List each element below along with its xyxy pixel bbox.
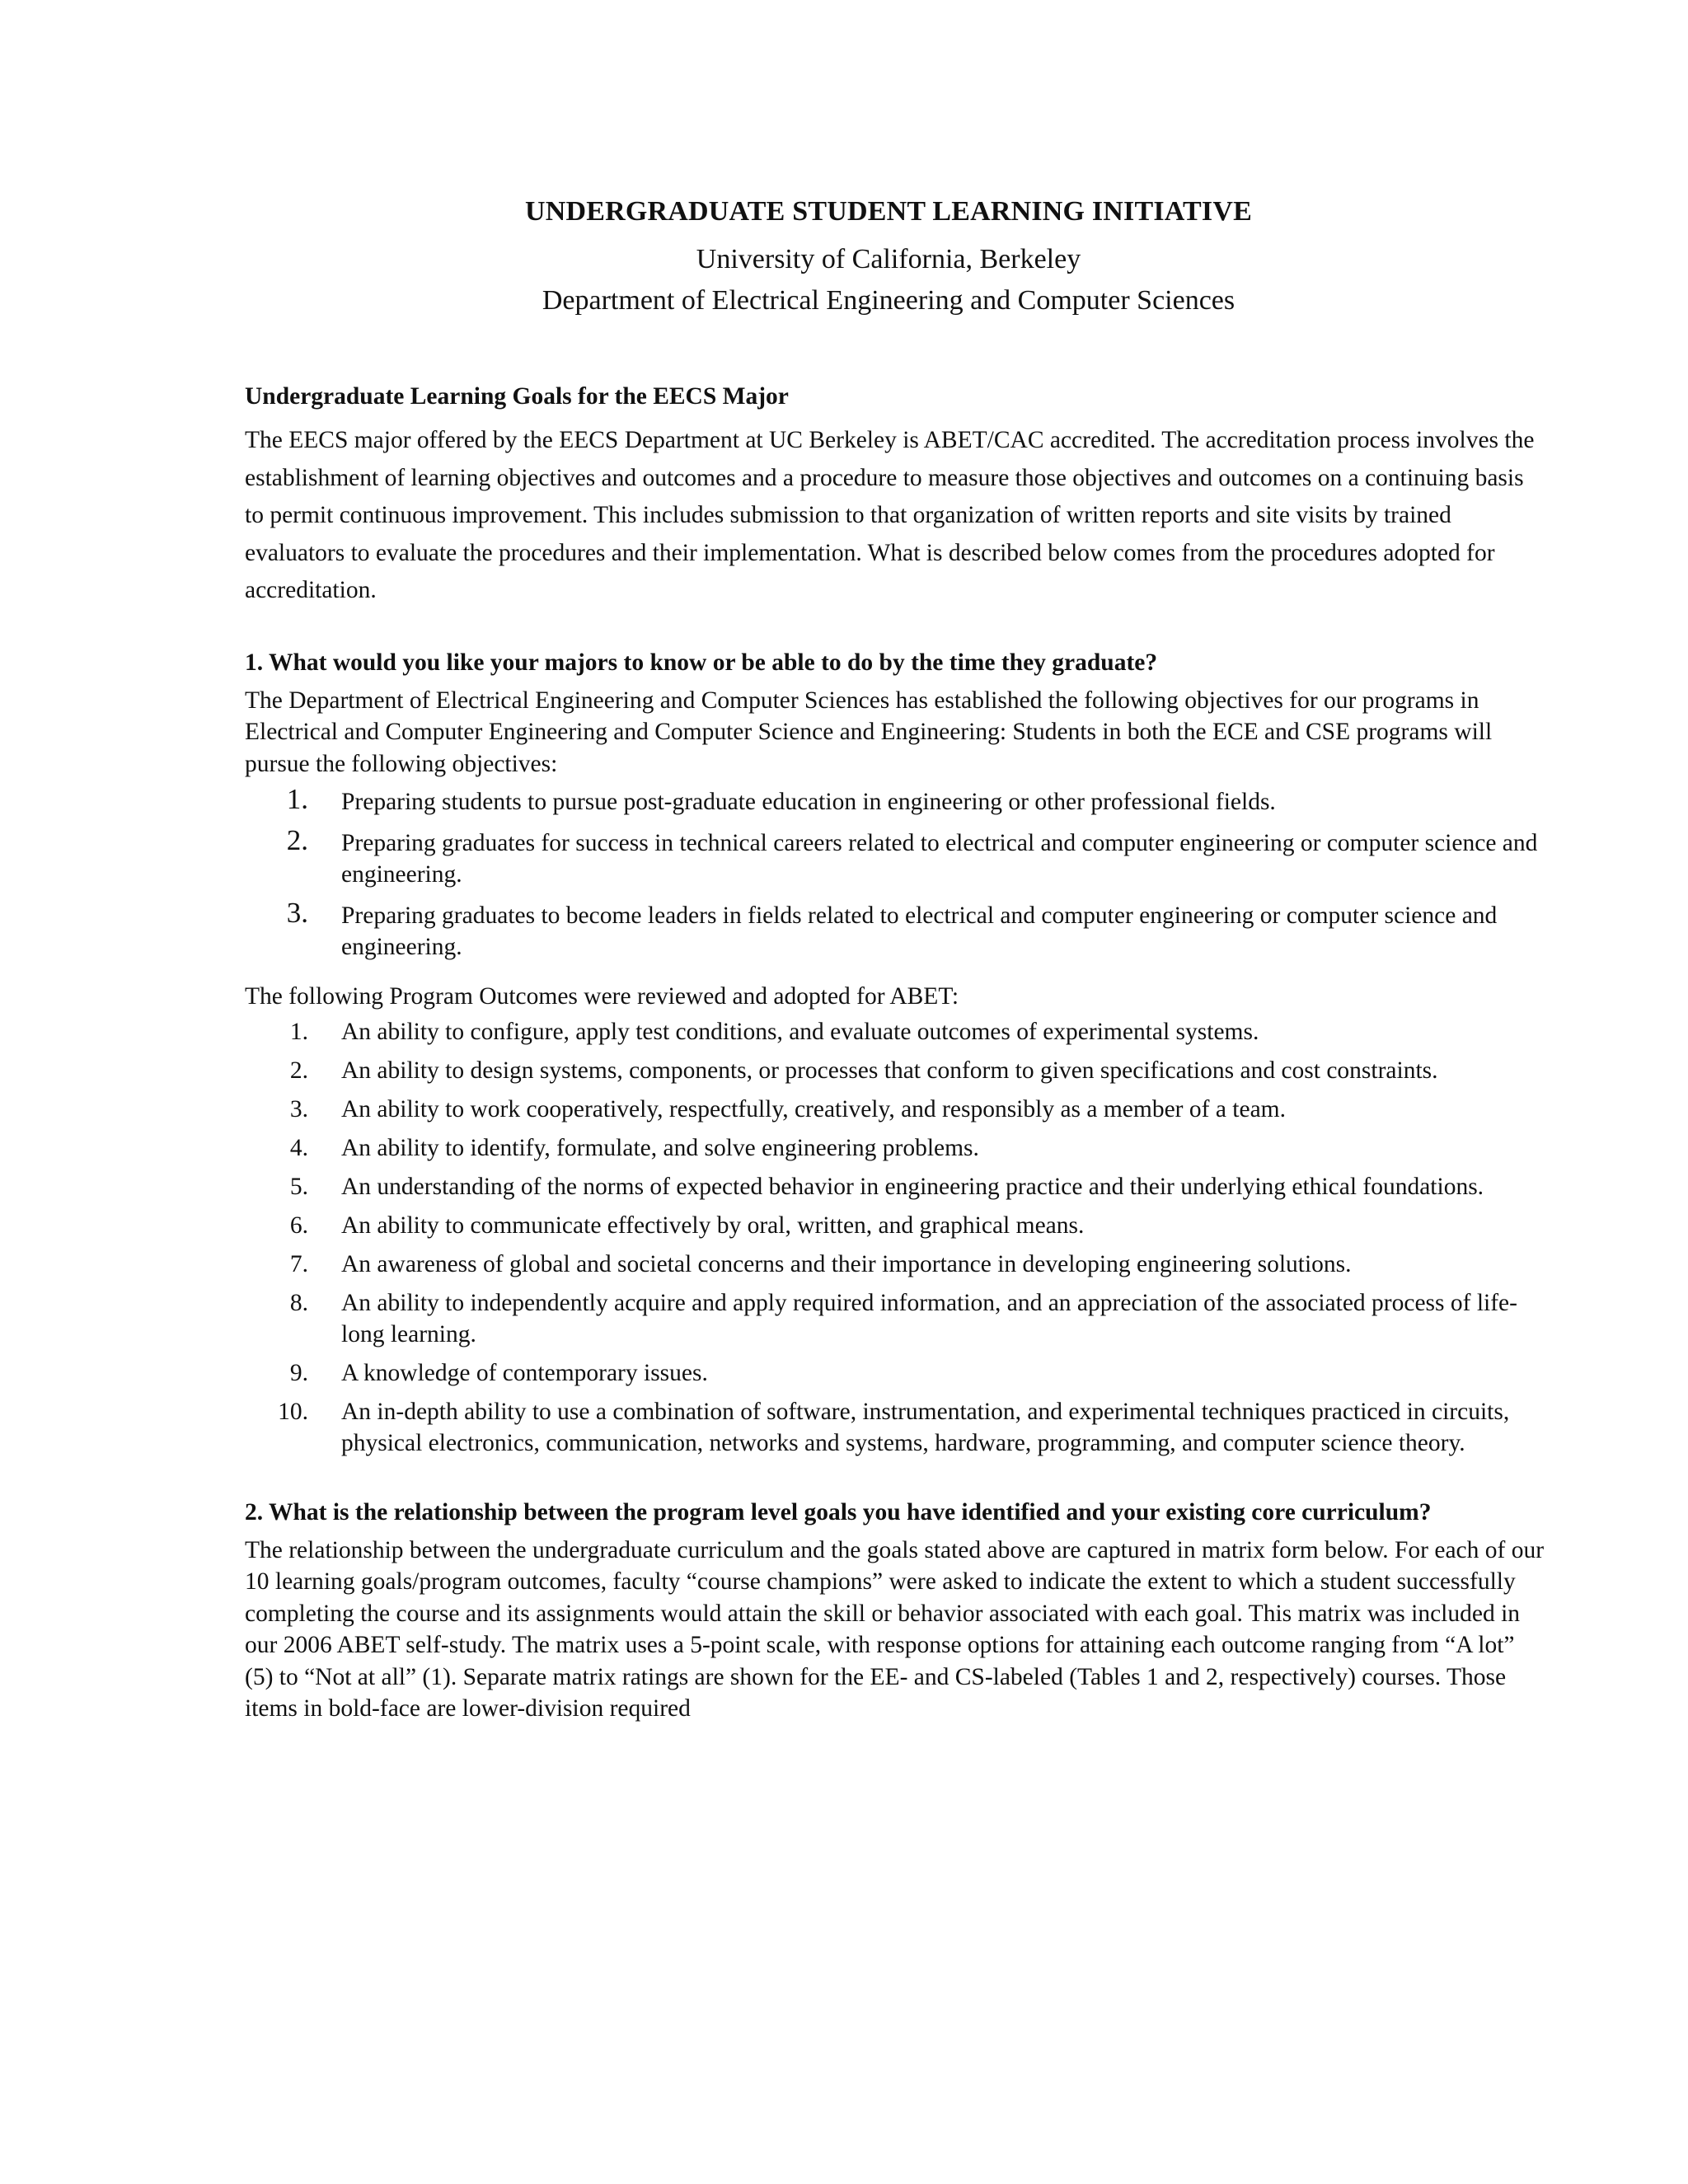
list-item-text: Preparing graduates to become leaders in fields related to electrical and computer engineering or computer science and engineering. <box>341 902 1498 960</box>
list-item-number: 7. <box>289 1250 308 1277</box>
document-body <box>245 381 1547 1725</box>
list-item <box>245 1171 1547 1202</box>
list-item-number: 3. <box>286 897 308 929</box>
list-item <box>245 897 1547 963</box>
list-item-number: 2. <box>289 1057 308 1084</box>
list-item-number: 6. <box>289 1212 308 1239</box>
list-item-text: An in-depth ability to use a combination of software, instrumentation, and experimental techniques practiced in circuits, physical electronics, communication, networks and systems, hardware, programming, and computer science theory. <box>341 1398 1510 1456</box>
list-item-text: An awareness of global and societal concerns and their importance in developing engineering solutions. <box>341 1250 1352 1277</box>
list-item <box>245 1287 1547 1350</box>
outcomes-intro: The following Program Outcomes were reviewed and adopted for ABET: <box>245 983 959 1010</box>
list-item-text: A knowledge of contemporary issues. <box>341 1359 708 1386</box>
list-item-number: 2. <box>286 824 308 856</box>
objectives-list <box>245 783 1547 963</box>
list-item-text: An ability to identify, formulate, and solve engineering problems. <box>341 1134 979 1161</box>
document-title: UNDERGRADUATE STUDENT LEARNING INITIATIVE <box>525 196 1252 227</box>
list-item-text: An ability to independently acquire and apply required information, and an appreciation of the associated process of life-long learning. <box>341 1289 1517 1347</box>
list-item <box>245 1210 1547 1241</box>
list-item-number: 10. <box>278 1398 308 1425</box>
institution-name: University of California, Berkeley <box>696 244 1081 274</box>
list-item-text: An ability to communicate effectively by oral, written, and graphical means. <box>341 1212 1085 1239</box>
question1-heading: 1. What would you like your majors to know or be able to do by the time they graduate? <box>245 649 1158 676</box>
list-item-text: Preparing students to pursue post-graduate education in engineering or other professional fields. <box>341 789 1276 815</box>
list-item-number: 3. <box>289 1095 308 1122</box>
list-item <box>245 1396 1547 1459</box>
question1-paragraph: The Department of Electrical Engineering and Computer Sciences has established the following objectives for our programs in Electrical and Computer Engineering and Computer Science and Engineering: Students in both the ECE and CSE programs will pursue the following objectives: <box>245 687 1493 777</box>
list-item-number: 8. <box>289 1289 308 1316</box>
list-item-number: 4. <box>289 1134 308 1161</box>
goals-paragraph: The EECS major offered by the EECS Department at UC Berkeley is ABET/CAC accredited. The accreditation process involves the establishment of learning objectives and outcomes and a procedure to measure those objectives and outcomes on a continuing basis to permit continuous improvement. This includes submission to that organization of written reports and site visits by trained evaluators to evaluate the procedures and their implementation. What is described below comes from the procedures adopted for accreditation. <box>245 427 1535 603</box>
list-item <box>245 1132 1547 1164</box>
list-item <box>245 1249 1547 1280</box>
list-item-text: An ability to configure, apply test conditions, and evaluate outcomes of experimental systems. <box>341 1018 1259 1045</box>
list-item <box>245 824 1547 890</box>
list-item <box>245 783 1547 818</box>
outcomes-list <box>245 1016 1547 1459</box>
list-item-number: 5. <box>289 1173 308 1200</box>
list-item <box>245 1055 1547 1086</box>
list-item-text: An ability to work cooperatively, respectfully, creatively, and responsibly as a member of a team. <box>341 1095 1287 1122</box>
list-item-number: 1. <box>286 783 308 815</box>
list-item-text: An understanding of the norms of expected behavior in engineering practice and their underlying ethical foundations. <box>341 1173 1484 1200</box>
question2-paragraph: The relationship between the undergraduate curriculum and the goals stated above are captured in matrix form below. For each of our 10 learning goals/program outcomes, faculty “course champions” were asked to indicate the extent to which a student successfully completing the course and its assignments would attain the skill or behavior associated with each goal. This matrix was included in our 2006 ABET self-study. The matrix uses a 5-point scale, with response options for attaining each outcome ranging from “A lot” (5) to “Not at all” (1). Separate matrix ratings are shown for the EE- and CS-labeled (Tables 1 and 2, respectively) courses. Those items in bold-face are lower-division required <box>245 1536 1545 1722</box>
list-item <box>245 1016 1547 1047</box>
list-item-number: 9. <box>289 1359 308 1386</box>
list-item <box>245 1357 1547 1389</box>
goals-heading: Undergraduate Learning Goals for the EECS Major <box>245 383 789 410</box>
list-item-text: An ability to design systems, components, or processes that conform to given specifications and cost constraints. <box>341 1057 1438 1084</box>
list-item <box>245 1094 1547 1125</box>
department-name: Department of Electrical Engineering and Computer Sciences <box>542 285 1236 316</box>
list-item-number: 1. <box>289 1018 308 1045</box>
list-item-text: Preparing graduates for success in technical careers related to electrical and computer engineering or computer science and engineering. <box>341 830 1538 888</box>
question2-heading: 2. What is the relationship between the program level goals you have identified and your existing core curriculum? <box>245 1498 1432 1526</box>
